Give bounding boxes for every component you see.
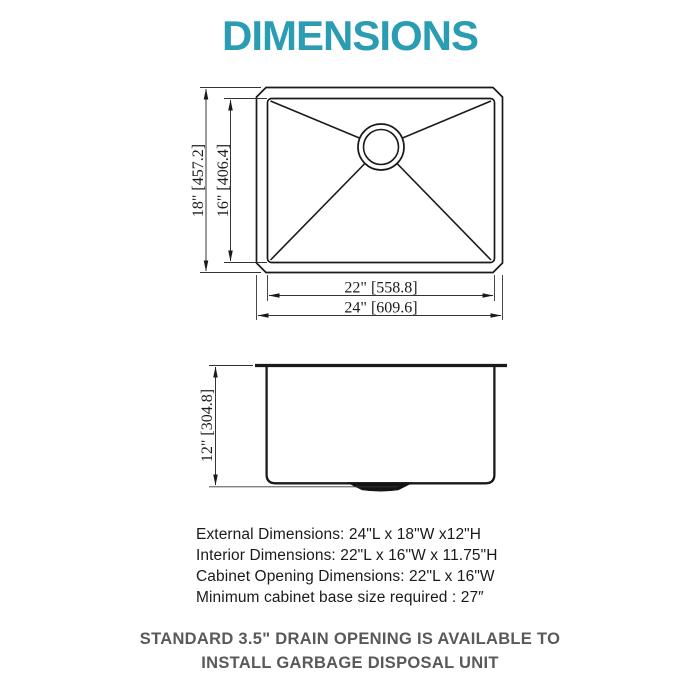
sink-basin-edge xyxy=(268,99,495,263)
drain-outer-circle xyxy=(358,124,404,170)
sink-top-view xyxy=(190,88,502,321)
drain-opening-note-line2: INSTALL GARBAGE DISPOSAL UNIT xyxy=(201,653,499,672)
drain-opening-note-line1: STANDARD 3.5" DRAIN OPENING IS AVAILABLE TO xyxy=(139,630,561,648)
sink-bowl-profile xyxy=(267,367,495,483)
cabinet-opening-dimensions-text: Cabinet Opening Dimensions: 22"L x 16"W xyxy=(196,568,495,585)
inner-width-dimension-label: 22" [558.8] xyxy=(344,279,418,297)
inner-height-dimension-label: 16" [406.4] xyxy=(215,143,233,218)
sink-side-view xyxy=(199,366,507,492)
outer-height-dimension-label: 18" [457.2] xyxy=(190,143,208,218)
outer-width-dimension-label: 24" [609.6] xyxy=(344,299,418,317)
side-height-dimension-label: 12" [304.8] xyxy=(199,388,217,463)
page-title: DIMENSIONS xyxy=(221,12,479,59)
interior-dimensions-text: Interior Dimensions: 22"L x 16"W x 11.75"H xyxy=(196,547,498,564)
minimum-cabinet-base-text: Minimum cabinet base size required : 27″ xyxy=(196,589,484,606)
dimension-specs xyxy=(196,524,526,608)
sink-outer-rim xyxy=(257,88,503,273)
external-dimensions-text: External Dimensions: 24"L x 18"W x12"H xyxy=(196,526,482,543)
drain-opening-note xyxy=(0,628,700,675)
